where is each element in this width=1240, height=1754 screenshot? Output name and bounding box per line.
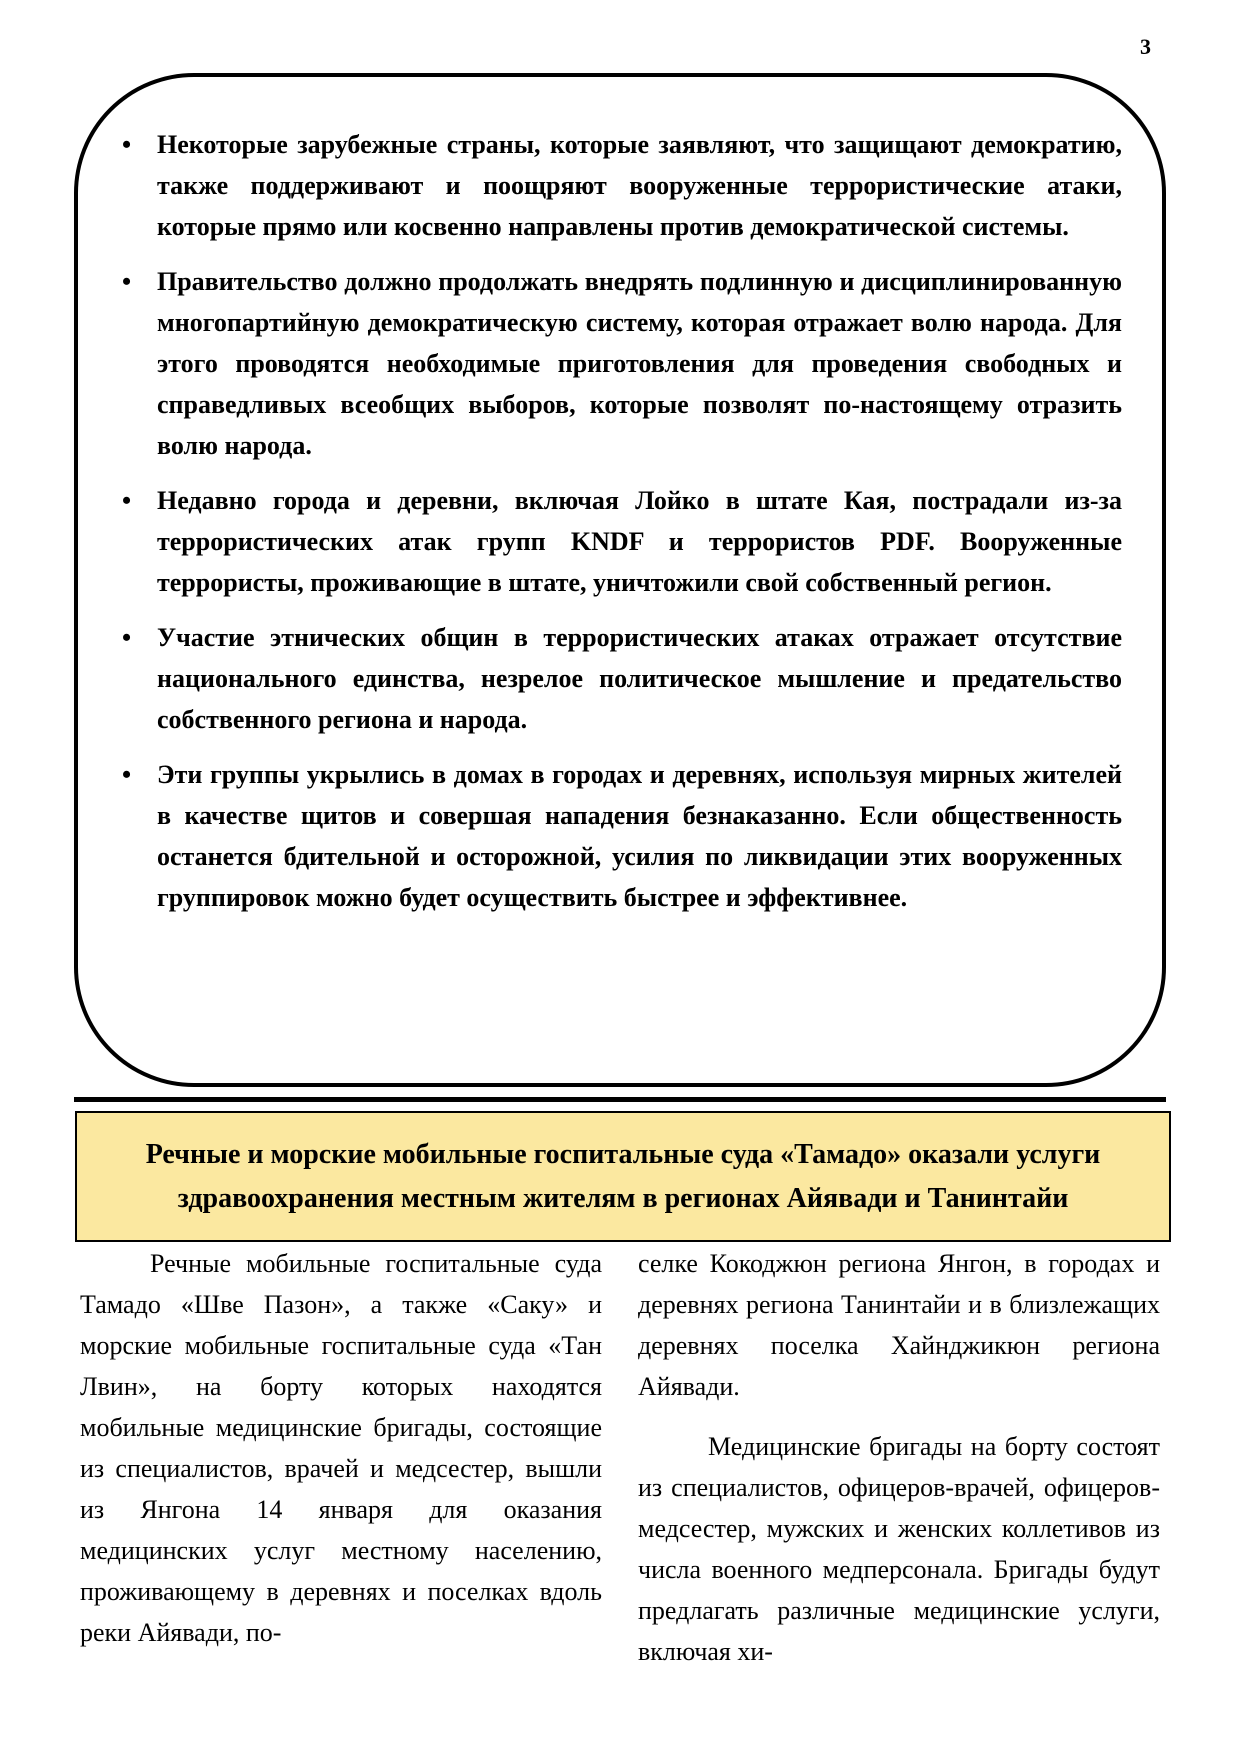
article-paragraph: Медицинские бригады на борту состоят из специалистов, офицеров-врачей, офицеров-медсестер, мужских и женских коллетивов из числа военного медперсонала. Бригады будут предлагать различные медицинские услуги, включая хи-: [638, 1432, 1160, 1666]
list-item: [122, 480, 1122, 603]
article-paragraph: Речные мобильные госпитальные суда Тамадо «Шве Пазон», а также «Саку» и морские мобильные госпитальные суда «Тан Лвин», на борту которых находятся мобильные медицинские бригады, состоящие из специалистов, врачей и медсестер, вышли из Янгона 14 января для оказания медицинских услуг местному населению, проживающему в деревнях и поселках вдоль реки Айявади, по-: [80, 1249, 602, 1647]
bullet-icon: •: [122, 486, 132, 515]
bullet-list: [122, 124, 1122, 932]
bullet-text: Участие этнических общин в террористических атаках отражает отсутствие национального единства, незрелое политическое мышление и предательство собственного региона и народа.: [157, 623, 1122, 734]
section-divider: [74, 1097, 1166, 1102]
bullet-icon: •: [122, 760, 132, 789]
bullet-text: Эти группы укрылись в домах в городах и деревнях, используя мирных жителей в качестве щитов и совершая нападения безнаказанно. Если общественность останется бдительной и осторожной, усилия по ликвидации этих вооруженных группировок можно будет осуществить быстрее и эффективнее.: [157, 760, 1122, 912]
bullet-text: Некоторые зарубежные страны, которые заявляют, что защищают демократию, также поддерживают и поощряют вооруженные террористические атаки, которые прямо или косвенно направлены против демократической системы.: [157, 130, 1122, 241]
bullet-text: Недавно города и деревни, включая Лойко в штате Кая, пострадали из-за террористических атак групп KNDF и террористов PDF. Вооруженные террористы, проживающие в штате, уничтожили свой собственный регион.: [157, 486, 1122, 597]
bullet-icon: •: [122, 267, 132, 296]
headline-banner: [75, 1111, 1171, 1242]
article-paragraph: селке Кокоджюн региона Янгон, в городах и деревнях региона Танинтайи и в близлежащих деревнях поселка Хайнджикюн региона Айявади.: [638, 1249, 1160, 1401]
list-item: [122, 617, 1122, 740]
article-column-left: [80, 1243, 602, 1653]
bullet-text: Правительство должно продолжать внедрять подлинную и дисциплинированную многопартийную демократическую систему, которая отражает волю народа. Для этого проводятся необходимые приготовления для проведения свободных и справедливых всеобщих выборов, которые позволят по-настоящему отразить волю народа.: [157, 267, 1122, 460]
bullet-icon: •: [122, 130, 132, 159]
list-item: [122, 754, 1122, 918]
page-number: 3: [1140, 34, 1151, 59]
bullet-icon: •: [122, 623, 132, 652]
list-item: [122, 261, 1122, 466]
list-item: [122, 124, 1122, 247]
article-column-right: [638, 1243, 1160, 1672]
article-headline: Речные и морские мобильные госпитальные суда «Тамадо» оказали услуги здравоохранения местным жителям в регионах Айявади и Танинтайи: [145, 1138, 1101, 1214]
